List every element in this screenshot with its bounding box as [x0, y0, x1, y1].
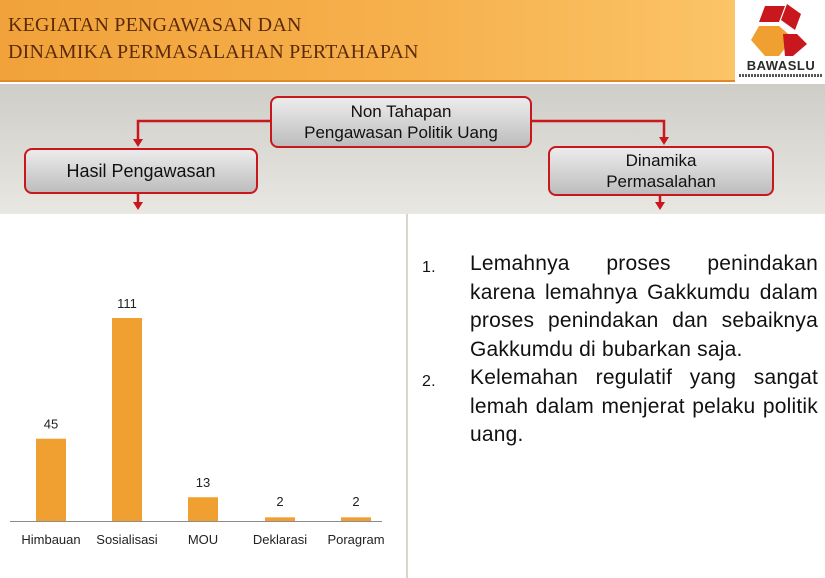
bar-chart: [0, 214, 406, 578]
bar-sosialisasi: [112, 318, 142, 521]
arrow-left-icon: [133, 139, 143, 147]
box-dinamika-permasalahan: Dinamika Permasalahan: [548, 146, 774, 196]
data-label: 13: [195, 475, 211, 491]
data-label: 45: [43, 416, 59, 432]
data-label: 2: [276, 494, 284, 509]
box-non-tahapan: Non Tahapan Pengawasan Politik Uang: [270, 96, 532, 148]
category-label: Sosialisasi: [96, 532, 158, 547]
finding-item-1: [422, 250, 818, 364]
data-label: 2: [352, 494, 360, 509]
arrow-right-icon: [659, 137, 669, 145]
findings-list: [422, 250, 818, 450]
bar-himbauan: [36, 439, 66, 521]
category-label: Himbauan: [21, 532, 81, 547]
category-label: MOU: [187, 532, 219, 547]
chart-panel: [0, 214, 408, 578]
finding-text: Kelemahan regulatif yang sangat lemah dalam menjerat pelaku politik uang.: [470, 366, 818, 446]
finding-number: 2.: [422, 373, 436, 390]
page-title: KEGIATAN PENGAWASAN DAN DINAMIKA PERMASALAHAN PERTAHAPAN: [8, 14, 419, 63]
finding-item-2: [422, 364, 818, 450]
finding-text: Lemahnya proses penindakan karena lemahnya Gakkumdu dalam proses penindakan dan sebaiknya Gakkumdu di bubarkan saja.: [470, 252, 818, 361]
finding-number: 1.: [422, 259, 436, 276]
logo-wordmark: BAWASLU: [746, 58, 816, 73]
bar-poragram: [341, 517, 371, 521]
arrow-left-down-icon: [133, 202, 143, 210]
category-label: Deklarasi: [252, 532, 308, 547]
connector-left: [138, 121, 270, 140]
bar-deklarasi: [265, 517, 295, 521]
bar-mou: [188, 497, 218, 521]
connector-right: [532, 121, 664, 138]
category-label: Poragram: [327, 532, 385, 547]
arrow-right-down-icon: [655, 202, 665, 210]
data-label: 111: [117, 296, 137, 311]
box-hasil-pengawasan: Hasil Pengawasan: [24, 148, 258, 194]
findings-panel: [410, 214, 825, 578]
